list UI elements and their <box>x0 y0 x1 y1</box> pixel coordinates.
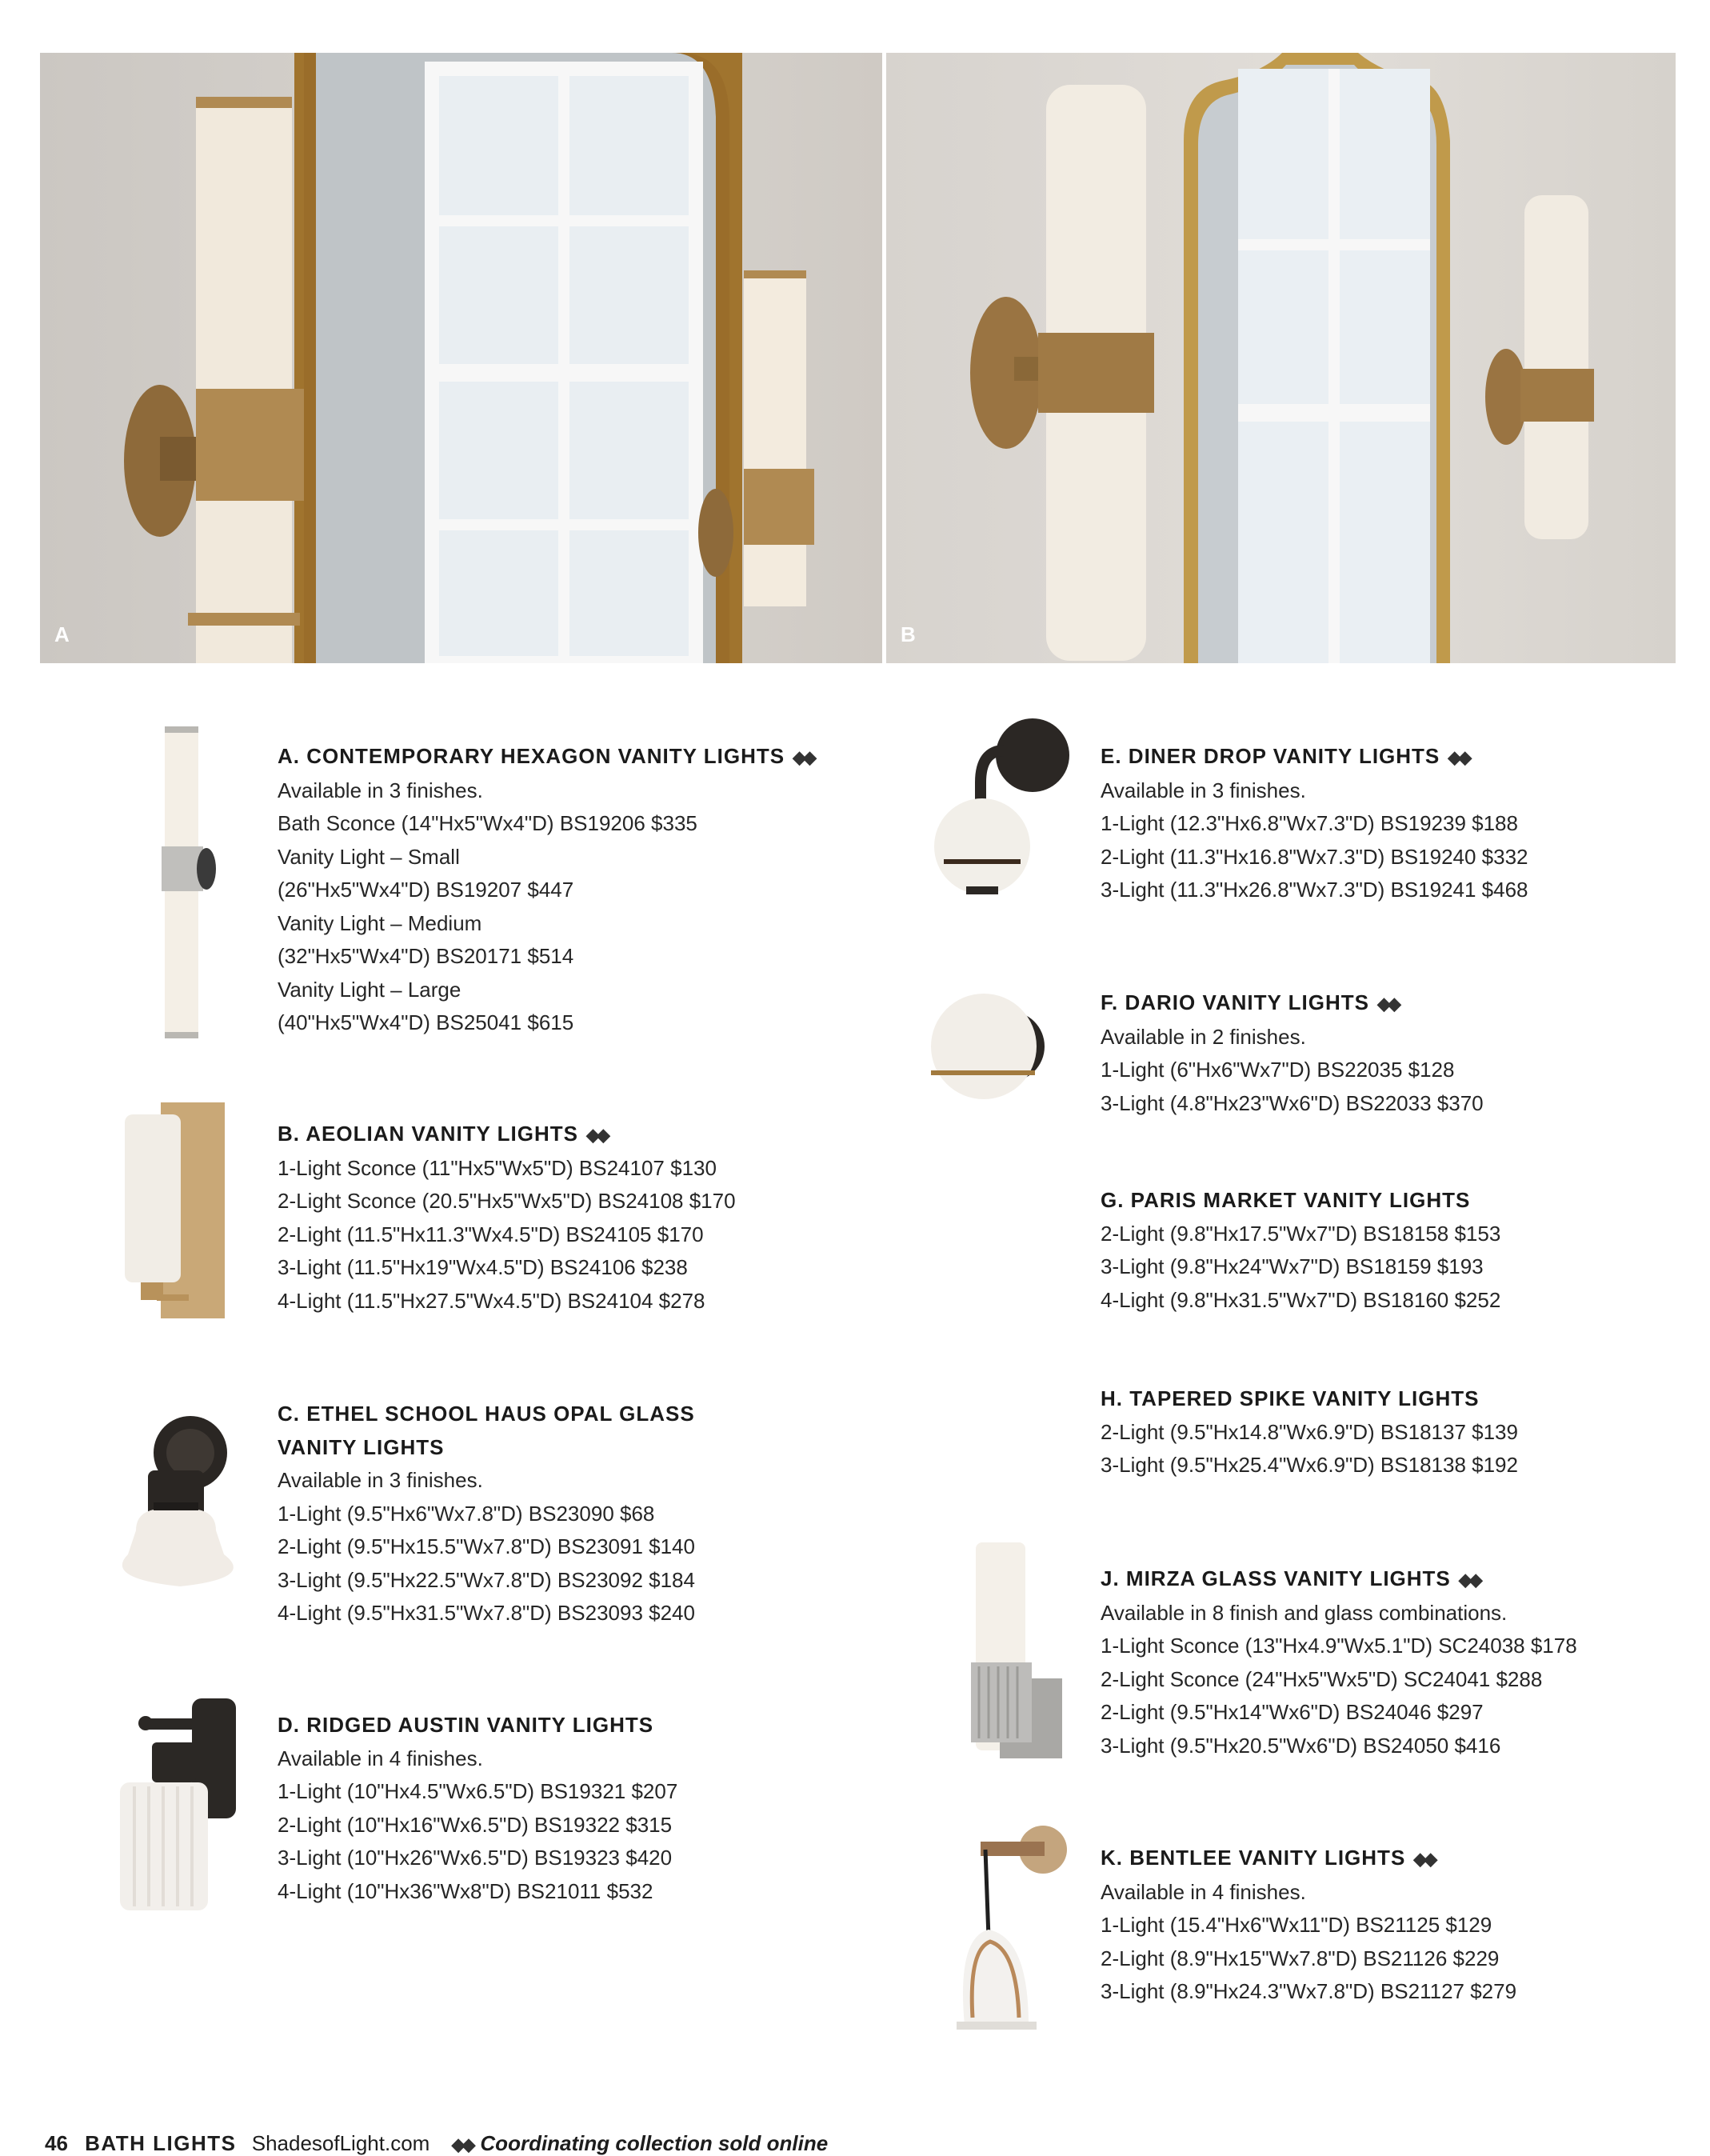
product-b-line: 2-Light (11.5"Hx11.3"Wx4.5"D) BS24105 $170 <box>278 1222 704 1246</box>
product-f <box>1101 986 1484 1120</box>
product-e-line: 2-Light (11.3"Hx16.8"Wx7.3"D) BS19240 $332 <box>1101 844 1528 869</box>
product-e-line: Available in 3 finishes. <box>1101 778 1306 802</box>
product-a-line: Bath Sconce (14"Hx5"Wx4"D) BS19206 $335 <box>278 811 697 835</box>
diamond-cluster-icon: ◆◆ <box>1376 994 1398 1014</box>
product-c-title-line1: C. ETHEL SCHOOL HAUS OPAL GLASS <box>278 1402 695 1426</box>
product-a-line: Vanity Light – Medium <box>278 910 482 935</box>
hero-photo-b <box>886 53 1676 663</box>
section-label: BATH LIGHTS <box>85 2131 237 2155</box>
product-a-title: A. CONTEMPORARY HEXAGON VANITY LIGHTS <box>278 744 785 768</box>
product-c-line: 2-Light (9.5"Hx15.5"Wx7.8"D) BS23091 $140 <box>278 1534 695 1558</box>
hero-a-label: A <box>54 622 70 646</box>
product-b-title: B. AEOLIAN VANITY LIGHTS <box>278 1122 578 1146</box>
product-b-thumbnail <box>117 1102 229 1330</box>
product-d-line: 1-Light (10"Hx4.5"Wx6.5"D) BS19321 $207 <box>278 1779 678 1803</box>
product-h <box>1101 1382 1518 1482</box>
online-note: Coordinating collection sold online <box>480 2131 829 2155</box>
product-d-line: 3-Light (10"Hx26"Wx6.5"D) BS19323 $420 <box>278 1846 673 1870</box>
product-d-title: D. RIDGED AUSTIN VANITY LIGHTS <box>278 1713 654 1737</box>
product-a-line: (40"Hx5"Wx4"D) BS25041 $615 <box>278 1010 574 1034</box>
product-f-line: 3-Light (4.8"Hx23"Wx6"D) BS22033 $370 <box>1101 1090 1484 1115</box>
product-j-title: J. MIRZA GLASS VANITY LIGHTS <box>1101 1566 1451 1590</box>
product-f-line: 1-Light (6"Hx6"Wx7"D) BS22035 $128 <box>1101 1058 1455 1082</box>
hero-b-label: B <box>901 622 916 646</box>
product-c-line: 3-Light (9.5"Hx22.5"Wx7.8"D) BS23092 $184 <box>278 1567 695 1592</box>
product-e-title: E. DINER DROP VANITY LIGHTS <box>1101 744 1440 768</box>
product-j-thumbnail <box>960 1542 1064 1762</box>
product-g <box>1101 1184 1500 1317</box>
product-c-line: 4-Light (9.5"Hx31.5"Wx7.8"D) BS23093 $240 <box>278 1601 695 1625</box>
product-a-thumbnail <box>157 726 221 1042</box>
product-c-line: Available in 3 finishes. <box>278 1468 483 1492</box>
product-e-thumbnail <box>933 718 1077 898</box>
product-d-line: 2-Light (10"Hx16"Wx6.5"D) BS19322 $315 <box>278 1812 673 1837</box>
product-j <box>1101 1562 1577 1762</box>
product-a-line: Available in 3 finishes. <box>278 778 483 802</box>
product-c-line: 1-Light (9.5"Hx6"Wx7.8"D) BS23090 $68 <box>278 1501 655 1526</box>
page-number: 46 <box>45 2131 68 2155</box>
diamond-cluster-icon: ◆◆ <box>1413 1849 1435 1869</box>
product-k-line: 2-Light (8.9"Hx15"Wx7.8"D) BS21126 $229 <box>1101 1946 1500 1970</box>
diamond-cluster-icon: ◆◆ <box>585 1125 607 1145</box>
product-a-line: (32"Hx5"Wx4"D) BS20171 $514 <box>278 944 574 968</box>
product-b <box>278 1118 736 1318</box>
product-c-title-line2: VANITY LIGHTS <box>278 1434 445 1459</box>
diamond-cluster-icon: ◆◆ <box>1458 1570 1480 1590</box>
product-d <box>278 1709 677 1908</box>
product-h-line: 2-Light (9.5"Hx14.8"Wx6.9"D) BS18137 $139 <box>1101 1419 1518 1444</box>
product-d-line: 4-Light (10"Hx36"Wx8"D) BS21011 $532 <box>278 1878 653 1903</box>
product-k-line: 1-Light (15.4"Hx6"Wx11"D) BS21125 $129 <box>1101 1913 1492 1937</box>
product-b-line: 3-Light (11.5"Hx19"Wx4.5"D) BS24106 $238 <box>278 1255 688 1279</box>
diamond-cluster-icon: ◆◆ <box>451 2134 473 2154</box>
product-a-line: Vanity Light – Small <box>278 844 460 869</box>
product-a <box>278 740 813 1040</box>
product-j-line: 1-Light Sconce (13"Hx4.9"Wx5.1"D) SC24038 $178 <box>1101 1634 1577 1658</box>
product-g-line: 2-Light (9.8"Hx17.5"Wx7"D) BS18158 $153 <box>1101 1221 1501 1246</box>
product-e-line: 1-Light (12.3"Hx6.8"Wx7.3"D) BS19239 $188 <box>1101 811 1518 835</box>
product-b-line: 4-Light (11.5"Hx27.5"Wx4.5"D) BS24104 $278 <box>278 1288 705 1313</box>
hero-b-illustration <box>886 53 1676 663</box>
product-h-line: 3-Light (9.5"Hx25.4"Wx6.9"D) BS18138 $192 <box>1101 1453 1518 1477</box>
product-g-line: 3-Light (9.8"Hx24"Wx7"D) BS18159 $193 <box>1101 1254 1484 1278</box>
product-c <box>278 1398 695 1630</box>
product-h-title: H. TAPERED SPIKE VANITY LIGHTS <box>1101 1386 1480 1410</box>
product-f-title: F. DARIO VANITY LIGHTS <box>1101 990 1369 1014</box>
product-j-line: 3-Light (9.5"Hx20.5"Wx6"D) BS24050 $416 <box>1101 1733 1501 1758</box>
diamond-cluster-icon: ◆◆ <box>793 747 813 767</box>
product-e <box>1101 740 1528 907</box>
product-c-thumbnail <box>104 1414 256 1602</box>
product-k <box>1101 1842 1516 2009</box>
product-k-title: K. BENTLEE VANITY LIGHTS <box>1101 1846 1406 1870</box>
product-j-line: 2-Light Sconce (24"Hx5"Wx5"D) SC24041 $288 <box>1101 1666 1543 1691</box>
product-f-line: Available in 2 finishes. <box>1101 1024 1306 1049</box>
product-b-line: 2-Light Sconce (20.5"Hx5"Wx5"D) BS24108 $170 <box>278 1189 736 1213</box>
product-a-line: Vanity Light – Large <box>278 977 461 1002</box>
site-url[interactable]: ShadesofLight.com <box>251 2131 430 2155</box>
product-b-line: 1-Light Sconce (11"Hx5"Wx5"D) BS24107 $130 <box>278 1155 717 1180</box>
hero-a-illustration <box>40 53 882 663</box>
product-j-line: 2-Light (9.5"Hx14"Wx6"D) BS24046 $297 <box>1101 1700 1484 1724</box>
page-footer <box>45 2131 828 2156</box>
product-g-title: G. PARIS MARKET VANITY LIGHTS <box>1101 1188 1471 1212</box>
product-d-line: Available in 4 finishes. <box>278 1746 483 1770</box>
product-k-line: 3-Light (8.9"Hx24.3"Wx7.8"D) BS21127 $279 <box>1101 1979 1517 2003</box>
product-a-line: (26"Hx5"Wx4"D) BS19207 $447 <box>278 878 574 902</box>
product-k-thumbnail <box>925 1818 1069 2062</box>
product-d-thumbnail <box>112 1694 240 1914</box>
product-e-line: 3-Light (11.3"Hx26.8"Wx7.3"D) BS19241 $468 <box>1101 878 1528 902</box>
product-g-line: 4-Light (9.8"Hx31.5"Wx7"D) BS18160 $252 <box>1101 1287 1501 1312</box>
diamond-cluster-icon: ◆◆ <box>1448 747 1469 767</box>
product-j-line: Available in 8 finish and glass combinations. <box>1101 1600 1508 1625</box>
hero-photo-a <box>40 53 882 663</box>
product-k-line: Available in 4 finishes. <box>1101 1879 1306 1904</box>
product-f-thumbnail <box>928 990 1048 1106</box>
